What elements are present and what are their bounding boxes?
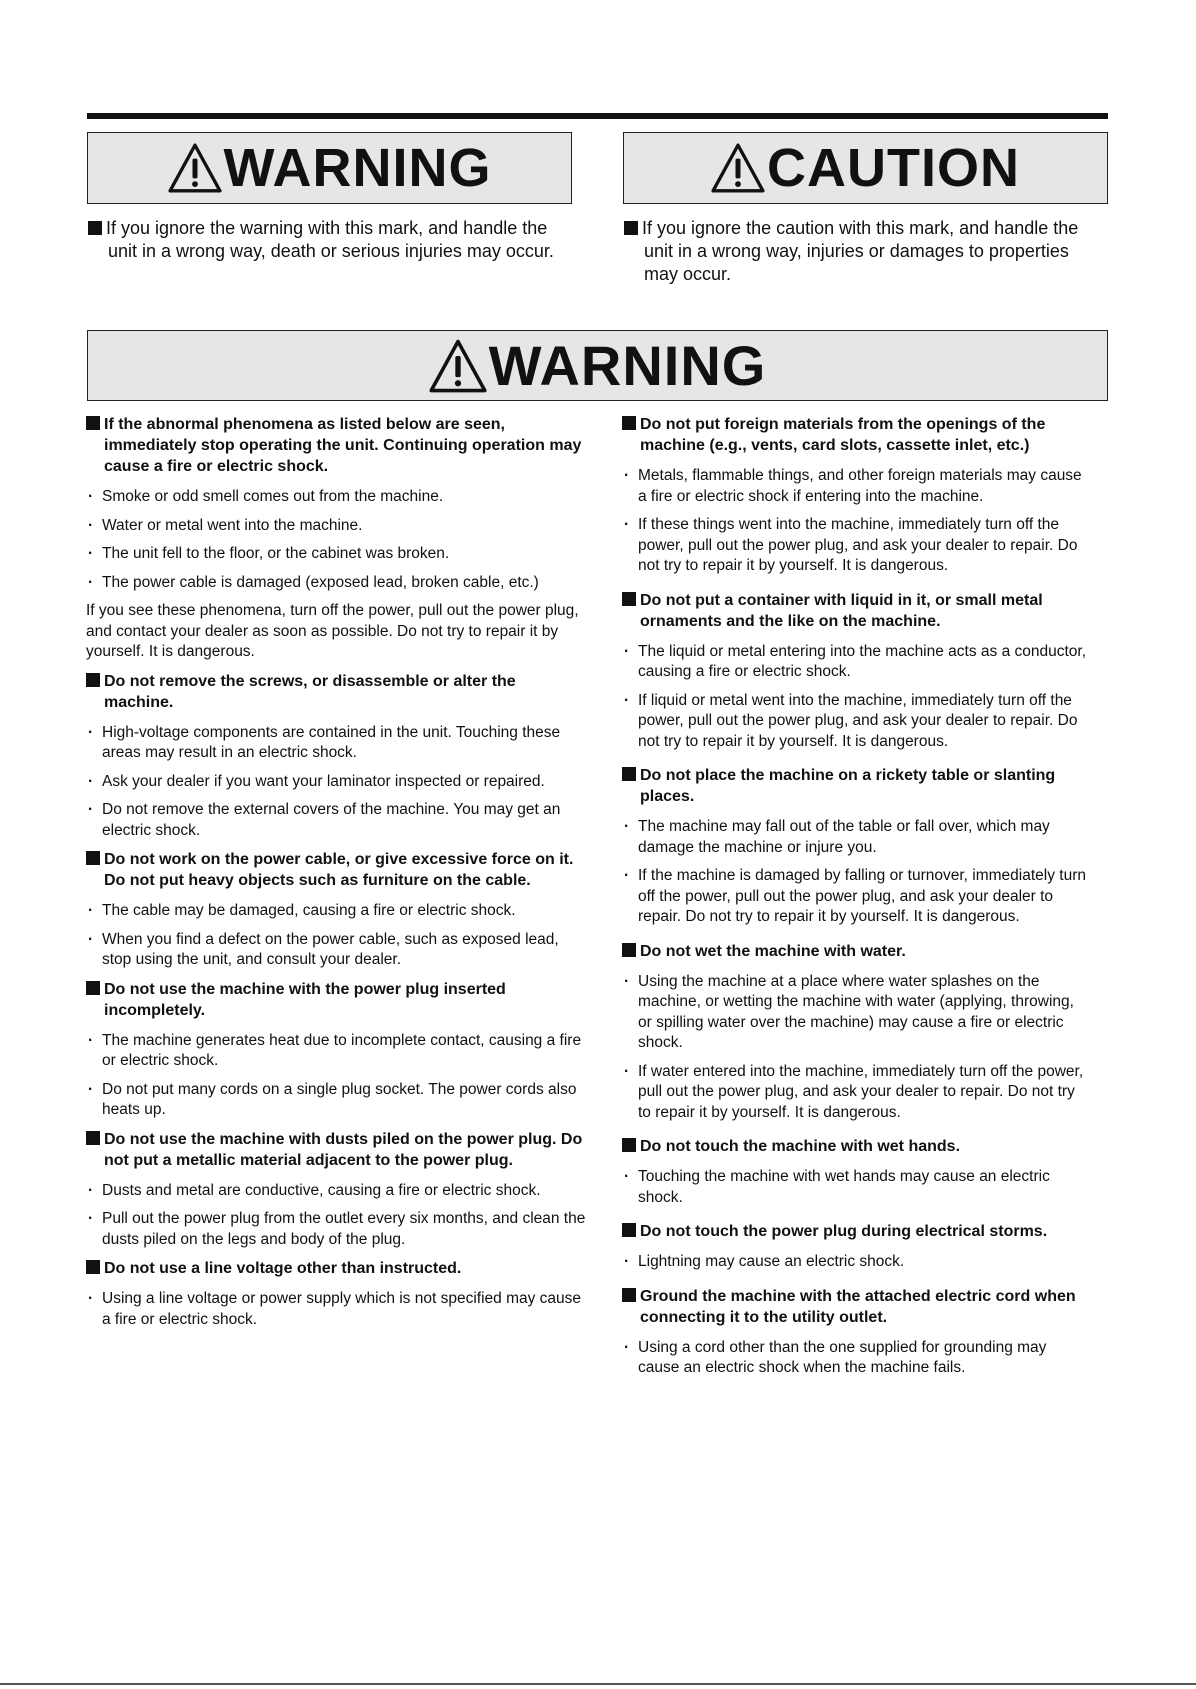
top-rule [87, 113, 1108, 119]
square-bullet-icon [622, 592, 636, 606]
warning-section [622, 1221, 1092, 1273]
section-heading-text: If the abnormal phenomena as listed below are seen, immediately stop operating the unit. Continuing operation may cause a fire or electric shock. [104, 416, 582, 475]
warning-section [622, 1136, 1092, 1208]
section-heading [622, 590, 1092, 632]
bullet-item: · Touching the machine with wet hands may cause an electric shock. [622, 1167, 1092, 1208]
warning-section [86, 1129, 588, 1251]
warning-triangle-icon [168, 142, 222, 194]
bullet-list [86, 487, 588, 593]
bullet-item: · The machine generates heat due to incomplete contact, causing a fire or electric shock. [86, 1031, 588, 1072]
bullet-list [622, 642, 1092, 753]
bullet-list [86, 723, 588, 842]
section-heading [86, 414, 588, 477]
right-column [622, 414, 1092, 1387]
bullet-item: · Lightning may cause an electric shock. [622, 1252, 1092, 1273]
section-heading [86, 1258, 588, 1279]
main-warning-header-box [87, 330, 1108, 401]
bullet-item: · Metals, flammable things, and other foreign materials may cause a fire or electric shock if entering into the machine. [622, 466, 1092, 507]
bullet-item: · High-voltage components are contained in the unit. Touching these areas may result in an electric shock. [86, 723, 588, 764]
section-heading-text: Do not remove the screws, or disassemble or alter the machine. [104, 672, 516, 711]
section-heading-text: Do not use a line voltage other than instructed. [104, 1260, 462, 1277]
bullet-list [86, 1031, 588, 1121]
square-bullet-icon [622, 943, 636, 957]
section-heading-text: Do not wet the machine with water. [640, 942, 906, 960]
section-heading-text: Do not use the machine with the power plug inserted incompletely. [104, 980, 506, 1019]
section-heading-text: Do not work on the power cable, or give excessive force on it. Do not put heavy objects such as furniture on the cable. [104, 851, 574, 889]
square-bullet-icon [86, 416, 100, 430]
section-heading [86, 979, 588, 1021]
caution-intro-text: If you ignore the caution with this mark, and handle the unit in a wrong way, injuries or damages to properties may occur. [642, 218, 1079, 284]
square-bullet-icon [622, 1288, 636, 1302]
warning-section [622, 765, 1092, 928]
bottom-rule [0, 1683, 1196, 1685]
bullet-item: · Using a cord other than the one supplied for grounding may cause an electric shock when the machine fails. [622, 1338, 1092, 1379]
bullet-item: · Dusts and metal are conductive, causing a fire or electric shock. [86, 1181, 588, 1202]
square-bullet-icon [622, 1138, 636, 1152]
main-warning-triangle-icon [429, 338, 487, 394]
bullet-item: · Smoke or odd smell comes out from the machine. [86, 487, 588, 508]
section-heading [86, 1129, 588, 1171]
square-bullet-icon [86, 851, 100, 865]
bullet-item: · When you find a defect on the power cable, such as exposed lead, stop using the unit, and consult your dealer. [86, 930, 588, 971]
bullet-item: · If the machine is damaged by falling or turnover, immediately turn off the power, pull out the power plug, and ask your dealer to repair. Do not try to repair it by yourself. It is dangerous. [622, 866, 1092, 928]
section-heading [622, 941, 1092, 962]
warning-header-box [87, 132, 572, 204]
section-heading-text: Do not place the machine on a rickety table or slanting places. [640, 767, 1056, 805]
section-heading [86, 671, 588, 713]
bullet-item: · Using the machine at a place where water splashes on the machine, or wetting the machine with water (applying, throwing, or spilling water over the machine) may cause a fire or electric shock. [622, 972, 1092, 1054]
bullet-item: · Water or metal went into the machine. [86, 516, 588, 537]
warning-section [622, 941, 1092, 1124]
section-heading-text: Do not touch the machine with wet hands. [640, 1138, 961, 1155]
section-heading [622, 414, 1092, 456]
bullet-item: · Do not put many cords on a single plug socket. The power cords also heats up. [86, 1080, 588, 1121]
section-heading-text: Do not put a container with liquid in it, or small metal ornaments and the like on the machine. [640, 591, 1043, 630]
warning-section [622, 590, 1092, 753]
warning-header-title: WARNING [223, 138, 492, 198]
section-heading [622, 1221, 1092, 1242]
bullet-item: · Using a line voltage or power supply which is not specified may cause a fire or electric shock. [86, 1289, 588, 1330]
bullet-item: · The unit fell to the floor, or the cabinet was broken. [86, 544, 588, 565]
warning-intro-text: If you ignore the warning with this mark, and handle the unit in a wrong way, death or serious injuries may occur. [106, 218, 554, 261]
section-heading-text: Do not touch the power plug during electrical storms. [640, 1223, 1048, 1240]
bullet-item: · The cable may be damaged, causing a fire or electric shock. [86, 901, 588, 922]
section-heading-text: Ground the machine with the attached electric cord when connecting it to the utility outlet. [640, 1287, 1076, 1326]
left-column [86, 414, 588, 1338]
section-note: If you see these phenomena, turn off the power, pull out the power plug, and contact your dealer as soon as possible. Do not try to repair it by yourself. It is dangerous. [86, 602, 579, 660]
section-heading [622, 765, 1092, 807]
caution-header-box [623, 132, 1108, 204]
bullet-list [622, 1252, 1092, 1273]
square-bullet-icon [622, 767, 636, 781]
square-bullet-icon [622, 1223, 636, 1237]
caution-intro [624, 217, 1104, 286]
bullet-list [622, 1167, 1092, 1208]
square-bullet-icon [88, 221, 102, 235]
bullet-item: · Pull out the power plug from the outlet every six months, and clean the dusts piled on the legs and body of the plug. [86, 1209, 588, 1250]
warning-section [622, 1286, 1092, 1379]
caution-triangle-icon [711, 142, 765, 194]
bullet-item: · The machine may fall out of the table or fall over, which may damage the machine or injure you. [622, 817, 1092, 858]
section-heading [622, 1286, 1092, 1328]
warning-section [622, 414, 1092, 577]
bullet-list [86, 1181, 588, 1251]
main-warning-title: WARNING [488, 334, 767, 397]
section-heading-text: Do not use the machine with dusts piled on the power plug. Do not put a metallic material adjacent to the power plug. [104, 1130, 583, 1169]
warning-intro [88, 217, 568, 263]
warning-section [86, 979, 588, 1121]
square-bullet-icon [86, 673, 100, 687]
section-heading [622, 1136, 1092, 1157]
bullet-item: · The power cable is damaged (exposed lead, broken cable, etc.) [86, 573, 588, 594]
bullet-item: · The liquid or metal entering into the machine acts as a conductor, causing a fire or electric shock. [622, 642, 1092, 683]
square-bullet-icon [86, 1131, 100, 1145]
bullet-list [622, 817, 1092, 928]
bullet-list [622, 1338, 1092, 1379]
bullet-item: · If these things went into the machine, immediately turn off the power, pull out the power plug, and ask your dealer to repair. Do not try to repair it by yourself. It is dangerous. [622, 515, 1092, 577]
warning-section [86, 671, 588, 842]
bullet-item: · Ask your dealer if you want your laminator inspected or repaired. [86, 772, 588, 793]
warning-section [86, 414, 588, 663]
bullet-list [622, 466, 1092, 577]
warning-section [86, 1258, 588, 1330]
bullet-list [622, 972, 1092, 1124]
section-heading-text: Do not put foreign materials from the openings of the machine (e.g., vents, card slots, cassette inlet, etc.) [640, 416, 1046, 454]
square-bullet-icon [86, 1260, 100, 1274]
section-heading [86, 849, 588, 891]
bullet-item: · Do not remove the external covers of the machine. You may get an electric shock. [86, 800, 588, 841]
square-bullet-icon [624, 221, 638, 235]
caution-header-title: CAUTION [767, 138, 1020, 198]
bullet-item: · If water entered into the machine, immediately turn off the power, pull out the power plug, and ask your dealer to repair. Do not try to repair it by yourself. It is dangerous. [622, 1062, 1092, 1124]
square-bullet-icon [86, 981, 100, 995]
square-bullet-icon [622, 416, 636, 430]
bullet-item: · If liquid or metal went into the machine, immediately turn off the power, pull out the power plug, and ask your dealer to repair. Do not try to repair it by yourself. It is dangerous. [622, 691, 1092, 753]
bullet-list [86, 1289, 588, 1330]
bullet-list [86, 901, 588, 971]
warning-section [86, 849, 588, 971]
